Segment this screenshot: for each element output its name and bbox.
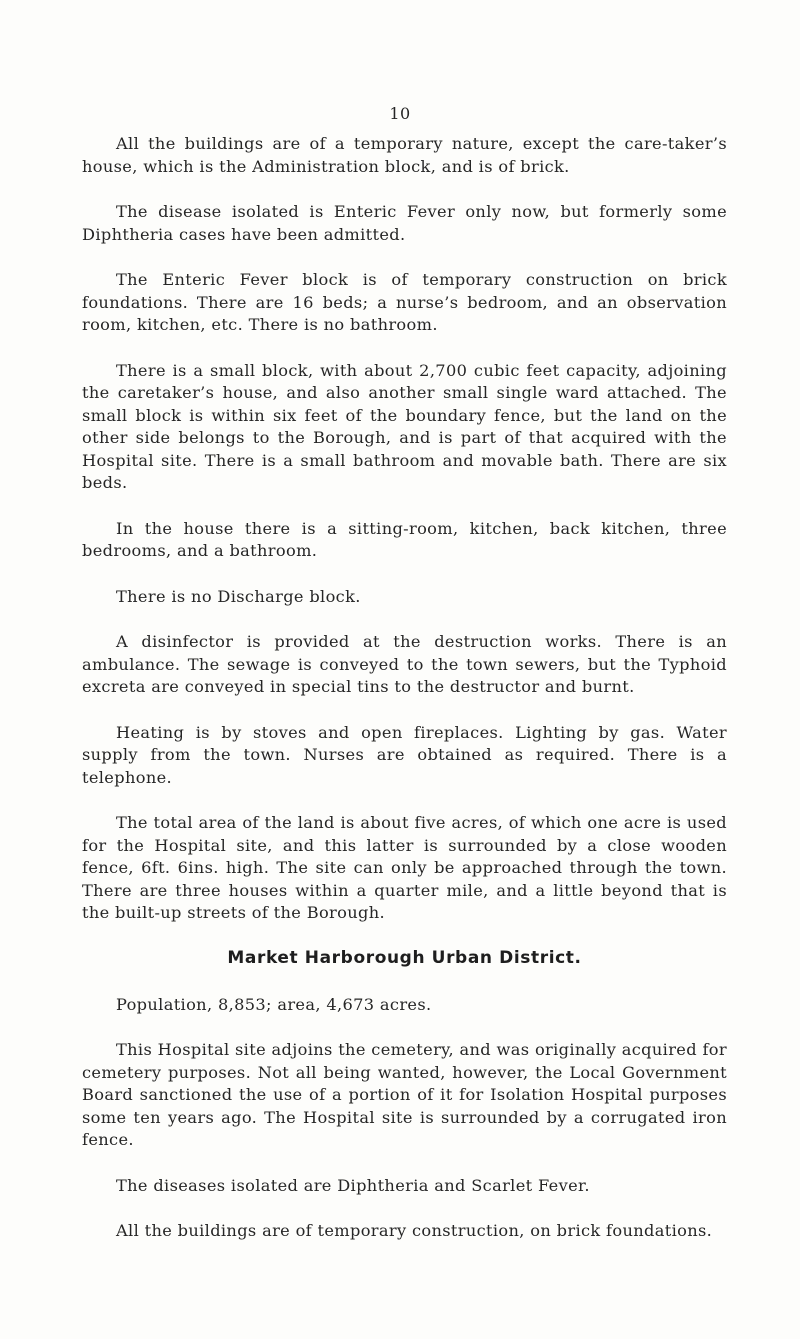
body-text [82, 133, 727, 1266]
paragraph: The total area of the land is about five acres, of which one acre is used for the Hospital site, and this latter is surrounded by a close wooden fence, 6ft. 6ins. high. The site can only be approached through the town. There are three houses within a quarter mile, and a little beyond that is the built-up streets of the Borough. [82, 813, 727, 922]
paragraph: The disease isolated is Enteric Fever only now, but formerly some Diphtheria cases have been admitted. [82, 202, 727, 244]
paragraph: Population, 8,853; area, 4,673 acres. [116, 994, 432, 1014]
section-heading: Market Harborough Urban District. [227, 947, 582, 968]
paragraph: A disinfector is provided at the destruction works. There is an ambulance. The sewage is conveyed to the town sewers, but the Typhoid excreta are conveyed in special tins to the destructor and burnt. [82, 632, 727, 696]
paragraph: The Enteric Fever block is of temporary construction on brick foundations. There are 16 beds; a nurse’s bedroom, and an observation room, kitchen, etc. There is no bathroom. [82, 270, 727, 334]
paragraph: There is a small block, with about 2,700 cubic feet capacity, adjoining the caretaker’s house, and also another small single ward attached. The small block is within six feet of the boundary fence, but the land on the other side belongs to the Borough, and is part of that acquired with the Hospital site. There is a small bathroom and movable bath. There are six beds. [82, 360, 727, 492]
paragraph: Heating is by stoves and open fireplaces. Lighting by gas. Water supply from the town. Nurses are obtained as required. There is a telephone. [82, 722, 727, 787]
paragraph: There is no Discharge block. [116, 586, 361, 606]
paragraph: This Hospital site adjoins the cemetery, and was originally acquired for cemetery purposes. Not all being wanted, however, the Local Government Board sanctioned the use of a portion of it for Isolation Hospital purposes some ten years ago. The Hospital site is surrounded by a corrugated iron fence. [82, 1040, 727, 1149]
paragraph: All the buildings are of temporary construction, on brick foundations. [116, 1221, 713, 1240]
paragraph: All the buildings are of a temporary nature, except the care-taker’s house, which is the Administration block, and is of brick. [82, 134, 727, 176]
paragraph: The diseases isolated are Diphtheria and Scarlet Fever. [116, 1175, 590, 1195]
page-number: 10 [389, 104, 411, 123]
paragraph: In the house there is a sitting-room, kitchen, back kitchen, three bedrooms, and a bathroom. [82, 518, 727, 560]
